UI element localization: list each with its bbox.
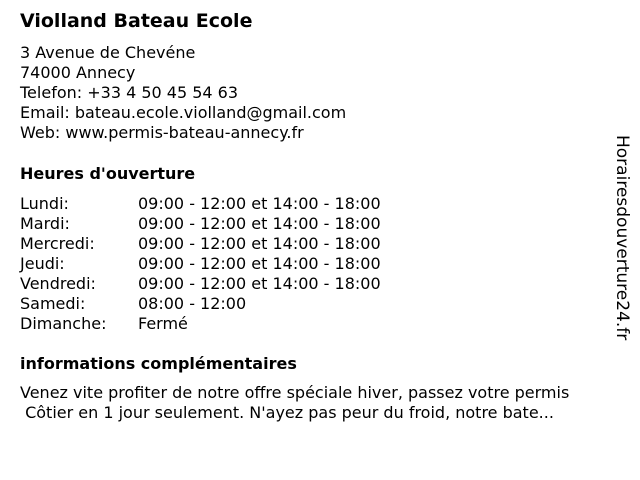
email-line[interactable]: Email: bateau.ecole.violland@gmail.com xyxy=(20,103,347,122)
hours-row-thursday xyxy=(20,254,381,274)
hours-day: Mardi: xyxy=(20,214,70,233)
phone-line[interactable]: Telefon: +33 4 50 45 54 63 xyxy=(20,83,239,102)
info-text xyxy=(20,383,569,423)
hours-row-saturday xyxy=(20,294,381,314)
business-name: Violland Bateau Ecole xyxy=(20,10,253,32)
hours-day: Samedi: xyxy=(20,294,86,313)
hours-time: 09:00 - 12:00 et 14:00 - 18:00 xyxy=(138,234,381,253)
address-city: 74000 Annecy xyxy=(20,63,136,82)
hours-row-sunday xyxy=(20,314,381,334)
hours-time: 09:00 - 12:00 et 14:00 - 18:00 xyxy=(138,254,381,273)
hours-row-monday xyxy=(20,194,381,214)
hours-time: 09:00 - 12:00 et 14:00 - 18:00 xyxy=(138,214,381,233)
hours-day: Jeudi: xyxy=(20,254,65,273)
hours-time: 09:00 - 12:00 et 14:00 - 18:00 xyxy=(138,274,381,293)
hours-day: Vendredi: xyxy=(20,274,96,293)
hours-time: Fermé xyxy=(138,314,188,333)
info-line: Venez vite profiter de notre offre spéciale hiver, passez votre permis xyxy=(20,383,570,402)
contact-block xyxy=(20,43,346,143)
hours-row-tuesday xyxy=(20,214,381,234)
hours-day: Dimanche: xyxy=(20,314,107,333)
hours-time: 09:00 - 12:00 et 14:00 - 18:00 xyxy=(138,194,381,213)
address-street: 3 Avenue de Chevéne xyxy=(20,43,196,62)
hours-time: 08:00 - 12:00 xyxy=(138,294,247,313)
info-heading: informations complémentaires xyxy=(20,354,297,373)
info-line: Côtier en 1 jour seulement. N'ayez pas peur du froid, notre bate... xyxy=(20,403,554,422)
hours-heading: Heures d'ouverture xyxy=(20,164,196,183)
hours-table xyxy=(20,194,381,334)
site-watermark: Horairesdouverture24.fr xyxy=(612,135,632,341)
hours-row-wednesday xyxy=(20,234,381,254)
web-line[interactable]: Web: www.permis-bateau-annecy.fr xyxy=(20,123,304,142)
hours-row-friday xyxy=(20,274,381,294)
hours-day: Mercredi: xyxy=(20,234,95,253)
hours-day: Lundi: xyxy=(20,194,69,213)
